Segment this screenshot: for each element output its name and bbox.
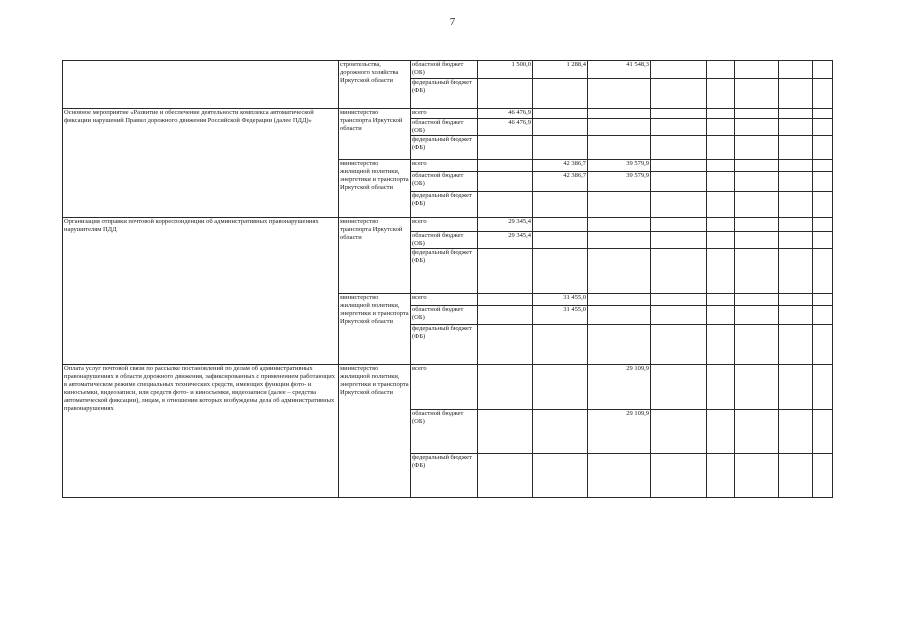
table-row [63, 365, 833, 410]
source-cell: областной бюджет (ОБ) [411, 119, 478, 136]
empty-cell [813, 325, 833, 365]
value-cell [533, 232, 588, 249]
executor-cell: министерство жилищной политики, энергетики и транспорта Иркутской области [339, 365, 411, 498]
executor-cell: министерство транспорта Иркутской области [339, 109, 411, 160]
source-cell: областной бюджет (ОБ) [411, 61, 478, 79]
source-cell: всего [411, 109, 478, 119]
empty-cell [707, 79, 735, 109]
empty-cell [707, 410, 735, 454]
empty-cell [735, 249, 779, 294]
empty-cell [813, 172, 833, 192]
value-cell [478, 136, 533, 160]
empty-cell [735, 306, 779, 325]
empty-cell [779, 109, 813, 119]
value-cell: 39 579,9 [588, 172, 651, 192]
empty-cell [707, 306, 735, 325]
empty-cell [779, 365, 813, 410]
table-row [63, 218, 833, 232]
value-cell: 29 109,9 [588, 410, 651, 454]
empty-cell [813, 79, 833, 109]
empty-cell [735, 119, 779, 136]
empty-cell [779, 136, 813, 160]
value-cell [588, 232, 651, 249]
empty-cell [651, 119, 707, 136]
empty-cell [707, 136, 735, 160]
description-cell: Основное мероприятие «Развитие и обеспечение деятельности комплекса автоматической фиксации нарушений Правил дорожного движения Российской Федерации (далее ПДД)» [63, 109, 339, 218]
page-number: 7 [449, 16, 456, 28]
value-cell: 46 476,9 [478, 109, 533, 119]
empty-cell [735, 79, 779, 109]
value-cell [533, 136, 588, 160]
empty-cell [707, 172, 735, 192]
empty-cell [779, 160, 813, 172]
empty-cell [735, 109, 779, 119]
empty-cell [779, 232, 813, 249]
empty-cell [735, 294, 779, 306]
value-cell: 39 579,9 [588, 160, 651, 172]
budget-table [62, 60, 833, 498]
empty-cell [813, 306, 833, 325]
empty-cell [651, 306, 707, 325]
value-cell [588, 249, 651, 294]
value-cell [588, 79, 651, 109]
empty-cell [707, 61, 735, 79]
empty-cell [735, 61, 779, 79]
empty-cell [735, 365, 779, 410]
table-row [63, 61, 833, 79]
empty-cell [735, 410, 779, 454]
value-cell: 29 345,4 [478, 218, 533, 232]
empty-cell [651, 109, 707, 119]
empty-cell [651, 192, 707, 218]
empty-cell [735, 160, 779, 172]
source-cell: федеральный бюджет (ФБ) [411, 249, 478, 294]
value-cell [533, 365, 588, 410]
description-cell: Оплата услуг почтовой связи по рассылке постановлений по делам об административных правонарушениях в области дорожного движения, зафиксированных с применением работающих в автоматическом режиме специальных технических средств, имеющих функции фото- и киносъемки, видеозаписи, или средств фото- и киносъемки, видеозаписи (далее – средства автоматической фиксации), лицам, в отношении которых возбуждены дела об административных правонарушениях [63, 365, 339, 498]
empty-cell [735, 172, 779, 192]
empty-cell [813, 249, 833, 294]
empty-cell [779, 410, 813, 454]
value-cell [588, 136, 651, 160]
empty-cell [779, 79, 813, 109]
empty-cell [651, 294, 707, 306]
empty-cell [735, 136, 779, 160]
description-cell [63, 61, 339, 109]
source-cell: федеральный бюджет (ФБ) [411, 325, 478, 365]
empty-cell [813, 61, 833, 79]
empty-cell [707, 232, 735, 249]
empty-cell [651, 365, 707, 410]
value-cell [588, 218, 651, 232]
value-cell: 29 345,4 [478, 232, 533, 249]
value-cell [478, 249, 533, 294]
value-cell [533, 325, 588, 365]
value-cell [478, 454, 533, 498]
empty-cell [707, 454, 735, 498]
value-cell: 41 548,3 [588, 61, 651, 79]
empty-cell [813, 160, 833, 172]
value-cell: 46 476,9 [478, 119, 533, 136]
value-cell: 1 288,4 [533, 61, 588, 79]
value-cell [478, 410, 533, 454]
value-cell [533, 119, 588, 136]
value-cell [478, 294, 533, 306]
value-cell [533, 109, 588, 119]
source-cell: федеральный бюджет (ФБ) [411, 192, 478, 218]
empty-cell [707, 249, 735, 294]
source-cell: федеральный бюджет (ФБ) [411, 136, 478, 160]
empty-cell [735, 232, 779, 249]
value-cell [478, 79, 533, 109]
source-cell: всего [411, 365, 478, 410]
empty-cell [779, 218, 813, 232]
empty-cell [651, 136, 707, 160]
executor-cell: министерство жилищной политики, энергетики и транспорта Иркутской области [339, 294, 411, 365]
empty-cell [735, 218, 779, 232]
empty-cell [813, 136, 833, 160]
empty-cell [735, 454, 779, 498]
empty-cell [651, 325, 707, 365]
source-cell: федеральный бюджет (ФБ) [411, 454, 478, 498]
value-cell [533, 454, 588, 498]
empty-cell [813, 109, 833, 119]
empty-cell [779, 249, 813, 294]
source-cell: областной бюджет (ОБ) [411, 306, 478, 325]
empty-cell [651, 249, 707, 294]
value-cell [478, 172, 533, 192]
value-cell [588, 325, 651, 365]
value-cell [478, 306, 533, 325]
empty-cell [813, 365, 833, 410]
empty-cell [735, 192, 779, 218]
value-cell [478, 192, 533, 218]
empty-cell [651, 218, 707, 232]
executor-cell: министерство транспорта Иркутской области [339, 218, 411, 294]
value-cell [588, 109, 651, 119]
value-cell [478, 160, 533, 172]
empty-cell [813, 192, 833, 218]
value-cell [533, 218, 588, 232]
value-cell [478, 365, 533, 410]
empty-cell [735, 325, 779, 365]
empty-cell [651, 454, 707, 498]
value-cell [588, 294, 651, 306]
empty-cell [813, 218, 833, 232]
value-cell [533, 410, 588, 454]
empty-cell [707, 160, 735, 172]
description-cell: Организация отправки почтовой корреспонденции об административных правонарушениях нарушителям ПДД [63, 218, 339, 365]
empty-cell [651, 61, 707, 79]
source-cell: всего [411, 218, 478, 232]
value-cell: 31 455,0 [533, 306, 588, 325]
source-cell: областной бюджет (ОБ) [411, 410, 478, 454]
source-cell: областной бюджет (ОБ) [411, 172, 478, 192]
empty-cell [707, 365, 735, 410]
value-cell [533, 79, 588, 109]
value-cell [533, 249, 588, 294]
empty-cell [779, 306, 813, 325]
empty-cell [651, 232, 707, 249]
empty-cell [707, 109, 735, 119]
empty-cell [707, 325, 735, 365]
value-cell [588, 306, 651, 325]
empty-cell [707, 192, 735, 218]
empty-cell [779, 454, 813, 498]
empty-cell [813, 232, 833, 249]
source-cell: всего [411, 294, 478, 306]
value-cell [478, 325, 533, 365]
empty-cell [779, 294, 813, 306]
value-cell: 29 109,9 [588, 365, 651, 410]
empty-cell [651, 79, 707, 109]
empty-cell [707, 218, 735, 232]
empty-cell [779, 192, 813, 218]
empty-cell [779, 325, 813, 365]
empty-cell [651, 160, 707, 172]
executor-cell: министерство жилищной политики, энергетики и транспорта Иркутской области [339, 160, 411, 218]
empty-cell [707, 119, 735, 136]
value-cell [588, 119, 651, 136]
empty-cell [813, 119, 833, 136]
value-cell: 1 500,0 [478, 61, 533, 79]
value-cell: 42 386,7 [533, 160, 588, 172]
source-cell: всего [411, 160, 478, 172]
empty-cell [813, 454, 833, 498]
value-cell [588, 454, 651, 498]
value-cell: 42 386,7 [533, 172, 588, 192]
source-cell: областной бюджет (ОБ) [411, 232, 478, 249]
empty-cell [707, 294, 735, 306]
source-cell: федеральный бюджет (ФБ) [411, 79, 478, 109]
table-row [63, 109, 833, 119]
value-cell: 31 455,0 [533, 294, 588, 306]
value-cell [588, 192, 651, 218]
value-cell [533, 192, 588, 218]
empty-cell [779, 61, 813, 79]
empty-cell [651, 410, 707, 454]
empty-cell [651, 172, 707, 192]
empty-cell [813, 294, 833, 306]
executor-cell: строительства, дорожного хозяйства Иркутской области [339, 61, 411, 109]
empty-cell [779, 172, 813, 192]
empty-cell [779, 119, 813, 136]
empty-cell [813, 410, 833, 454]
